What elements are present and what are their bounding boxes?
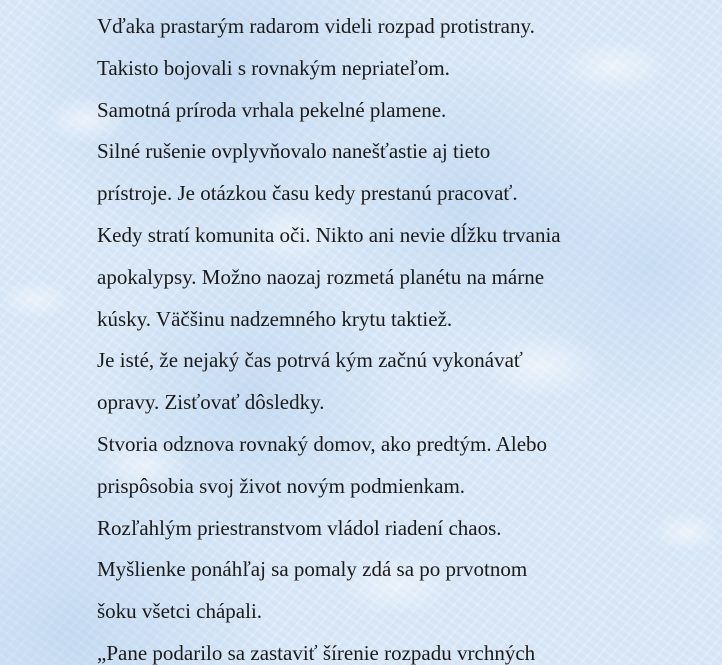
text-line: Myšlienke ponáhľaj sa pomaly zdá sa po prvotnom	[97, 557, 528, 582]
text-line: prístroje. Je otázkou času kedy prestanú pracovať.	[97, 181, 518, 206]
text-line: Silné rušenie ovplyvňovalo nanešťastie aj tieto	[97, 139, 491, 164]
text-line: šoku všetci chápali.	[97, 599, 263, 624]
text-line: Kedy stratí komunita oči. Nikto ani nevie dĺžku trvania	[97, 222, 561, 247]
document-text	[97, 8, 697, 665]
text-line: Je isté, že nejaký čas potrvá kým začnú vykonávať	[97, 348, 523, 373]
text-line: „Pane podarilo sa zastaviť šírenie rozpadu vrchných	[97, 640, 536, 665]
text-line: Takisto bojovali s rovnakým nepriateľom.	[97, 55, 450, 80]
text-line: prispôsobia svoj život novým podmienkam.	[97, 473, 466, 498]
text-line: Rozľahlým priestranstvom vládol riadení chaos.	[97, 515, 502, 540]
text-line: Samotná príroda vrhala pekelné plamene.	[97, 97, 447, 122]
text-line: opravy. Zisťovať dôsledky.	[97, 390, 325, 415]
text-line: apokalypsy. Možno naozaj rozmetá planétu na márne	[97, 264, 545, 289]
text-line: Stvoria odznova rovnaký domov, ako predtým. Alebo	[97, 431, 548, 456]
text-line: Vďaka prastarým radarom videli rozpad protistrany.	[97, 14, 535, 38]
text-line: kúsky. Väčšinu nadzemného krytu taktiež.	[97, 306, 453, 331]
